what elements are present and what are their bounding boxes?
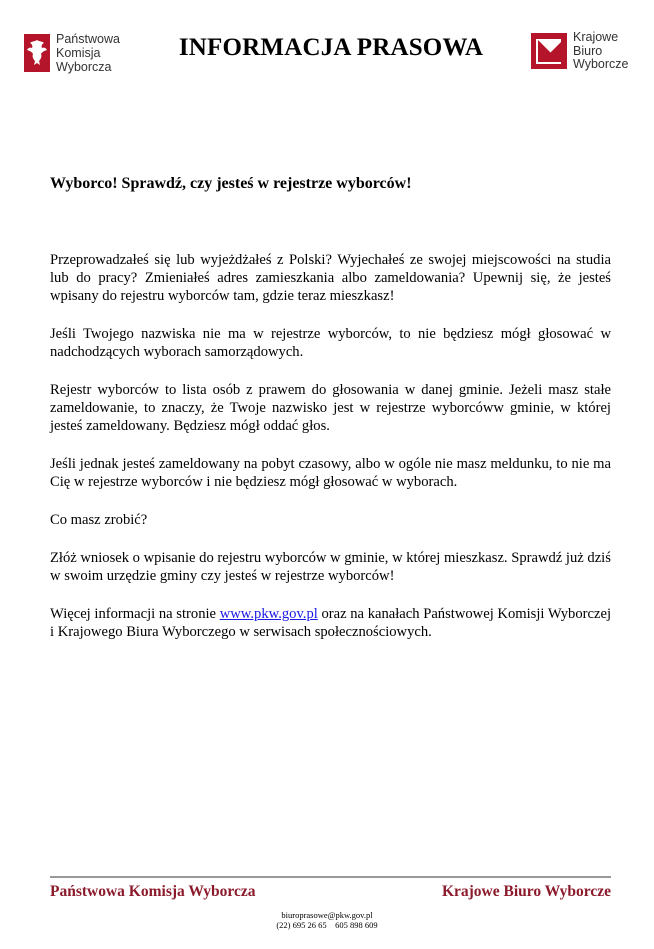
- footer-pkw-name: Państwowa Komisja Wyborcza: [50, 883, 256, 900]
- eagle-logo-icon: [24, 34, 50, 72]
- footer-kbw-name: Krajowe Biuro Wyborcze: [441, 883, 611, 900]
- paragraph-moving: Przeprowadzałeś się lub wyjeżdżałeś z Polski? Wyjechałeś ze swojej miejscowości na studia lub do pracy? Zmieniałeś adres zamieszkania albo zameldowania? Upewnij się, że jesteś wpisany do rejestru wyborców tam, gdzie teraz mieszkasz!: [50, 252, 611, 304]
- pkw-logo: [24, 30, 134, 76]
- paragraph-question: Co masz zrobić?: [50, 512, 148, 528]
- page-title: INFORMACJA PRASOWA: [178, 34, 484, 61]
- footer-divider: [50, 876, 611, 878]
- logo-right-line-3: Wyborcze: [573, 57, 629, 71]
- logo-right-line-2: Biuro: [573, 43, 603, 58]
- footer-contact: [0, 910, 654, 930]
- paragraph-missing-name: Jeśli Twojego nazwiska nie ma w rejestrze wyborców, to nie będziesz mógł głosować w nadchodzących wyborach samorządowych.: [50, 326, 611, 360]
- headline: Wyborco! Sprawdź, czy jesteś w rejestrze wyborców!: [50, 175, 412, 192]
- paragraph-more-info: [50, 605, 611, 641]
- paragraph-temporary-residence: Jeśli jednak jesteś zameldowany na pobyt czasowy, albo w ogóle nie masz meldunku, to nie ma Cię w rejestrze wyborców i nie będziesz mógł głosować w wyborach.: [50, 456, 611, 490]
- press-release-body: [50, 251, 611, 661]
- logo-right-line-1: Krajowe: [573, 30, 619, 44]
- paragraph-action: Złóż wniosek o wpisanie do rejestru wyborców w gminie, w której mieszkasz. Sprawdź już dziś w swoim urzędzie gminy czy jesteś w rejestrze wyborców!: [50, 550, 611, 584]
- more-info-suffix: oraz na kanałach Państwowej Komisji Wyborczej i Krajowego Biura Wyborczego w serwisach społecznościowych.: [50, 606, 611, 640]
- kbw-logo: [531, 31, 641, 77]
- more-info-prefix: Więcej informacji na stronie: [50, 606, 220, 622]
- pkw-website-link[interactable]: www.pkw.gov.pl: [219, 606, 318, 622]
- kbw-corner-logo-icon: [531, 33, 567, 69]
- footer-phones: (22) 695 26 65 605 898 609: [276, 920, 378, 930]
- logo-left-line-3: Wyborcza: [56, 60, 112, 74]
- paragraph-register-definition: Rejestr wyborców to lista osób z prawem do głosowania w danej gminie. Jeżeli masz stałe zameldowanie, to znaczy, że Twoje nazwisko jest w rejestrze wyborcóww gminie, w której jesteś zameldowany. Będziesz mógł oddać głos.: [50, 382, 611, 434]
- footer-email[interactable]: biuroprasowe@pkw.gov.pl: [281, 910, 373, 920]
- logo-left-line-1: Państwowa: [56, 32, 120, 46]
- logo-left-line-2: Komisja: [56, 46, 101, 60]
